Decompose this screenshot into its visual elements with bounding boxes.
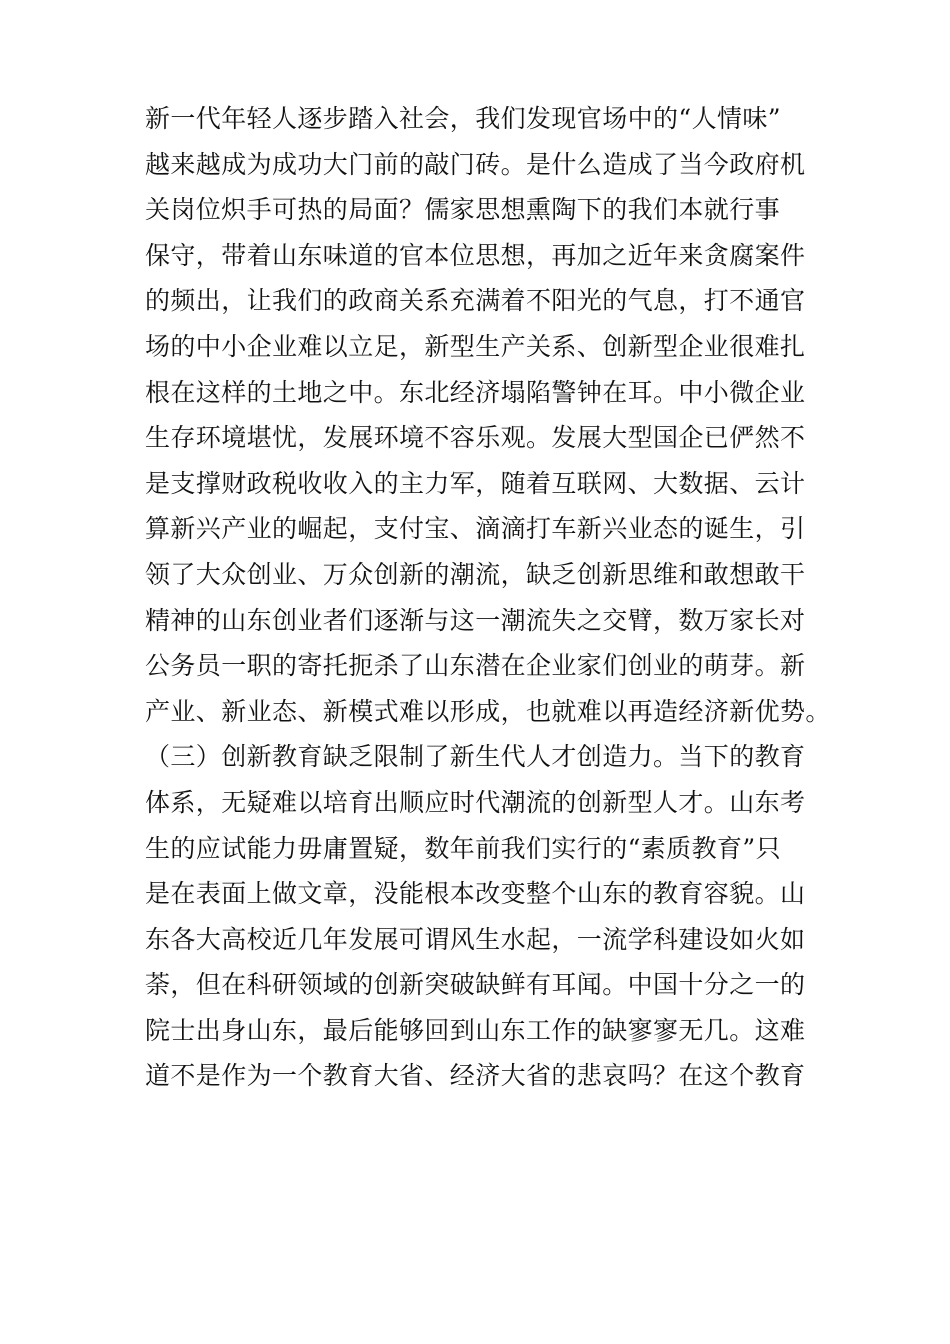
- text-line: 产业、新业态、新模式难以形成，也就难以再造经济新优势。: [145, 696, 831, 726]
- text-line: 是在表面上做文章，没能根本改变整个山东的教育容貌。山: [145, 879, 806, 909]
- text-line: 道不是作为一个教育大省、经济大省的悲哀吗？在这个教育: [145, 1061, 806, 1091]
- text-line: 新一代年轻人逐步踏入社会，我们发现官场中的“人情味”: [145, 104, 781, 133]
- text-line: 院士出身山东，最后能够回到山东工作的缺寥寥无几。这难: [145, 1015, 806, 1045]
- text-line: 生存环境堪忧，发展环境不容乐观。发展大型国企已俨然不: [145, 423, 806, 453]
- text-line: 领了大众创业、万众创新的潮流，缺乏创新思维和敢想敢干: [145, 559, 806, 589]
- text-line: 生的应试能力毋庸置疑，数年前我们实行的“素质教育”只: [145, 833, 781, 863]
- text-line: 的频出，让我们的政商关系充满着不阳光的气息，打不通官: [145, 286, 806, 316]
- text-line: 是支撑财政税收收入的主力军，随着互联网、大数据、云计: [145, 468, 806, 498]
- text-line: 体系，无疑难以培育出顺应时代潮流的创新型人才。山东考: [145, 787, 806, 817]
- text-line: 荼，但在科研领域的创新突破缺鲜有耳闻。中国十分之一的: [145, 970, 806, 1000]
- text-line: 场的中小企业难以立足，新型生产关系、创新型企业很难扎: [145, 331, 806, 361]
- text-line: 公务员一职的寄托扼杀了山东潜在企业家们创业的萌芽。新: [145, 651, 806, 681]
- text-line: （三）创新教育缺乏限制了新生代人才创造力。当下的教育: [145, 742, 806, 772]
- text-line: 关岗位炽手可热的局面？儒家思想熏陶下的我们本就行事: [145, 195, 781, 225]
- body-text: [145, 96, 831, 1099]
- text-line: 东各大高校近几年发展可谓风生水起，一流学科建设如火如: [145, 924, 806, 954]
- text-line: 越来越成为成功大门前的敲门砖。是什么造成了当今政府机: [145, 149, 806, 179]
- text-line: 保守，带着山东味道的官本位思想，再加之近年来贪腐案件: [145, 240, 806, 270]
- text-line: 精神的山东创业者们逐渐与这一潮流失之交臂，数万家长对: [145, 605, 806, 635]
- text-line: 根在这样的土地之中。东北经济塌陷警钟在耳。中小微企业: [145, 377, 806, 407]
- text-line: 算新兴产业的崛起，支付宝、滴滴打车新兴业态的诞生，引: [145, 514, 806, 544]
